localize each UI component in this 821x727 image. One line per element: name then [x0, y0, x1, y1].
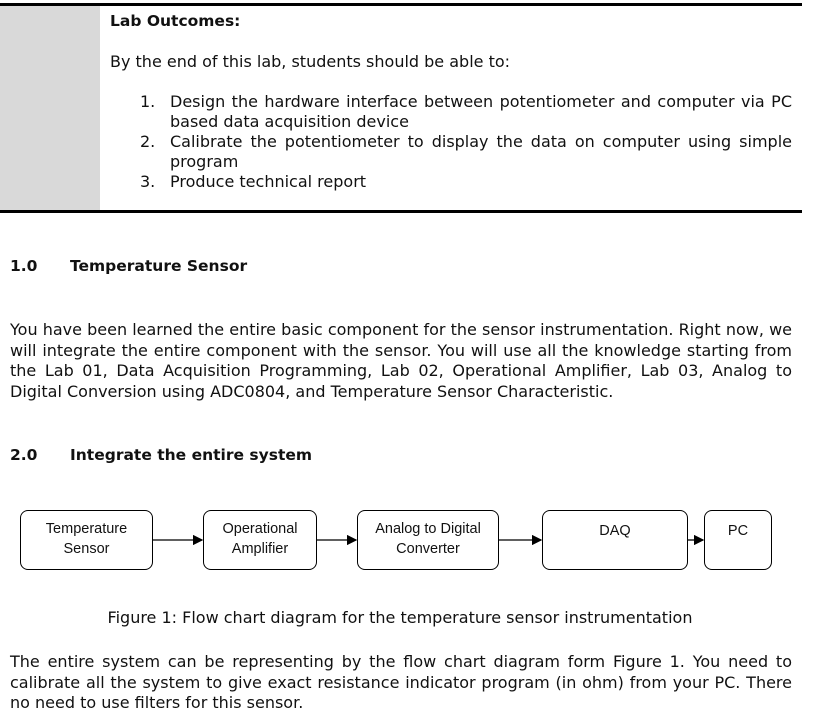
section-2-number: 2.0 [10, 446, 38, 464]
node-label-line1: Analog to Digital [375, 521, 481, 537]
list-item-number: 3. [140, 172, 156, 191]
node-label-line1: PC [727, 523, 749, 539]
closing-paragraph: The entire system can be representing by the flow chart diagram form Figure 1. You need to calibrate all the system to give exact resistance indicator program (in ohm) from your PC. There no need to use filters for this sensor. [10, 652, 792, 712]
node-label-line1: Temperature [45, 521, 128, 537]
list-item [140, 92, 792, 131]
flow-node-pc [704, 510, 772, 570]
flowchart [0, 500, 821, 590]
outcomes-title: Lab Outcomes: [110, 12, 241, 30]
node-label-line1: DAQ [599, 523, 631, 539]
list-item-number: 1. [140, 92, 156, 111]
section-1-number: 1.0 [10, 257, 38, 275]
figure-caption: Figure 1: Flow chart diagram for the temperature sensor instrumentation [107, 608, 693, 627]
outcomes-list [140, 92, 792, 193]
node-label-line2: Converter [396, 541, 460, 557]
list-item [140, 132, 792, 171]
flow-node-adc [357, 510, 499, 570]
list-item-number: 2. [140, 132, 156, 151]
section-1-paragraph: You have been learned the entire basic component for the sensor instrumentation. Right now, we will integrate the entire component with the sensor. You will use all the knowledge starting from the Lab 01, Data Acquisition Programming, Lab 02, Operational Amplifier, Lab 03, Analog to Digital Conversion using ADC0804, and Temperature Sensor Characteristic. [10, 320, 792, 401]
list-item-text: Design the hardware interface between potentiometer and computer via PC based data acquisition device [170, 92, 792, 131]
node-label-line2: Amplifier [231, 541, 289, 557]
flow-node-daq [542, 510, 688, 570]
outcomes-intro: By the end of this lab, students should be able to: [110, 52, 511, 71]
node-label-line1: Operational [222, 521, 298, 537]
list-item [140, 172, 792, 192]
lab-outcomes-box [0, 3, 802, 213]
node-label-line2: Sensor [63, 541, 110, 557]
flow-node-temperature-sensor [20, 510, 153, 570]
flow-node-operational-amplifier [203, 510, 317, 570]
outcomes-sidebar [0, 6, 100, 210]
section-1-heading [10, 257, 247, 275]
list-item-text: Calibrate the potentiometer to display the data on computer using simple program [170, 132, 792, 171]
list-item-text: Produce technical report [170, 172, 367, 191]
section-1-title: Temperature Sensor [70, 257, 248, 275]
section-2-title: Integrate the entire system [70, 446, 313, 464]
section-2-heading [10, 446, 312, 464]
